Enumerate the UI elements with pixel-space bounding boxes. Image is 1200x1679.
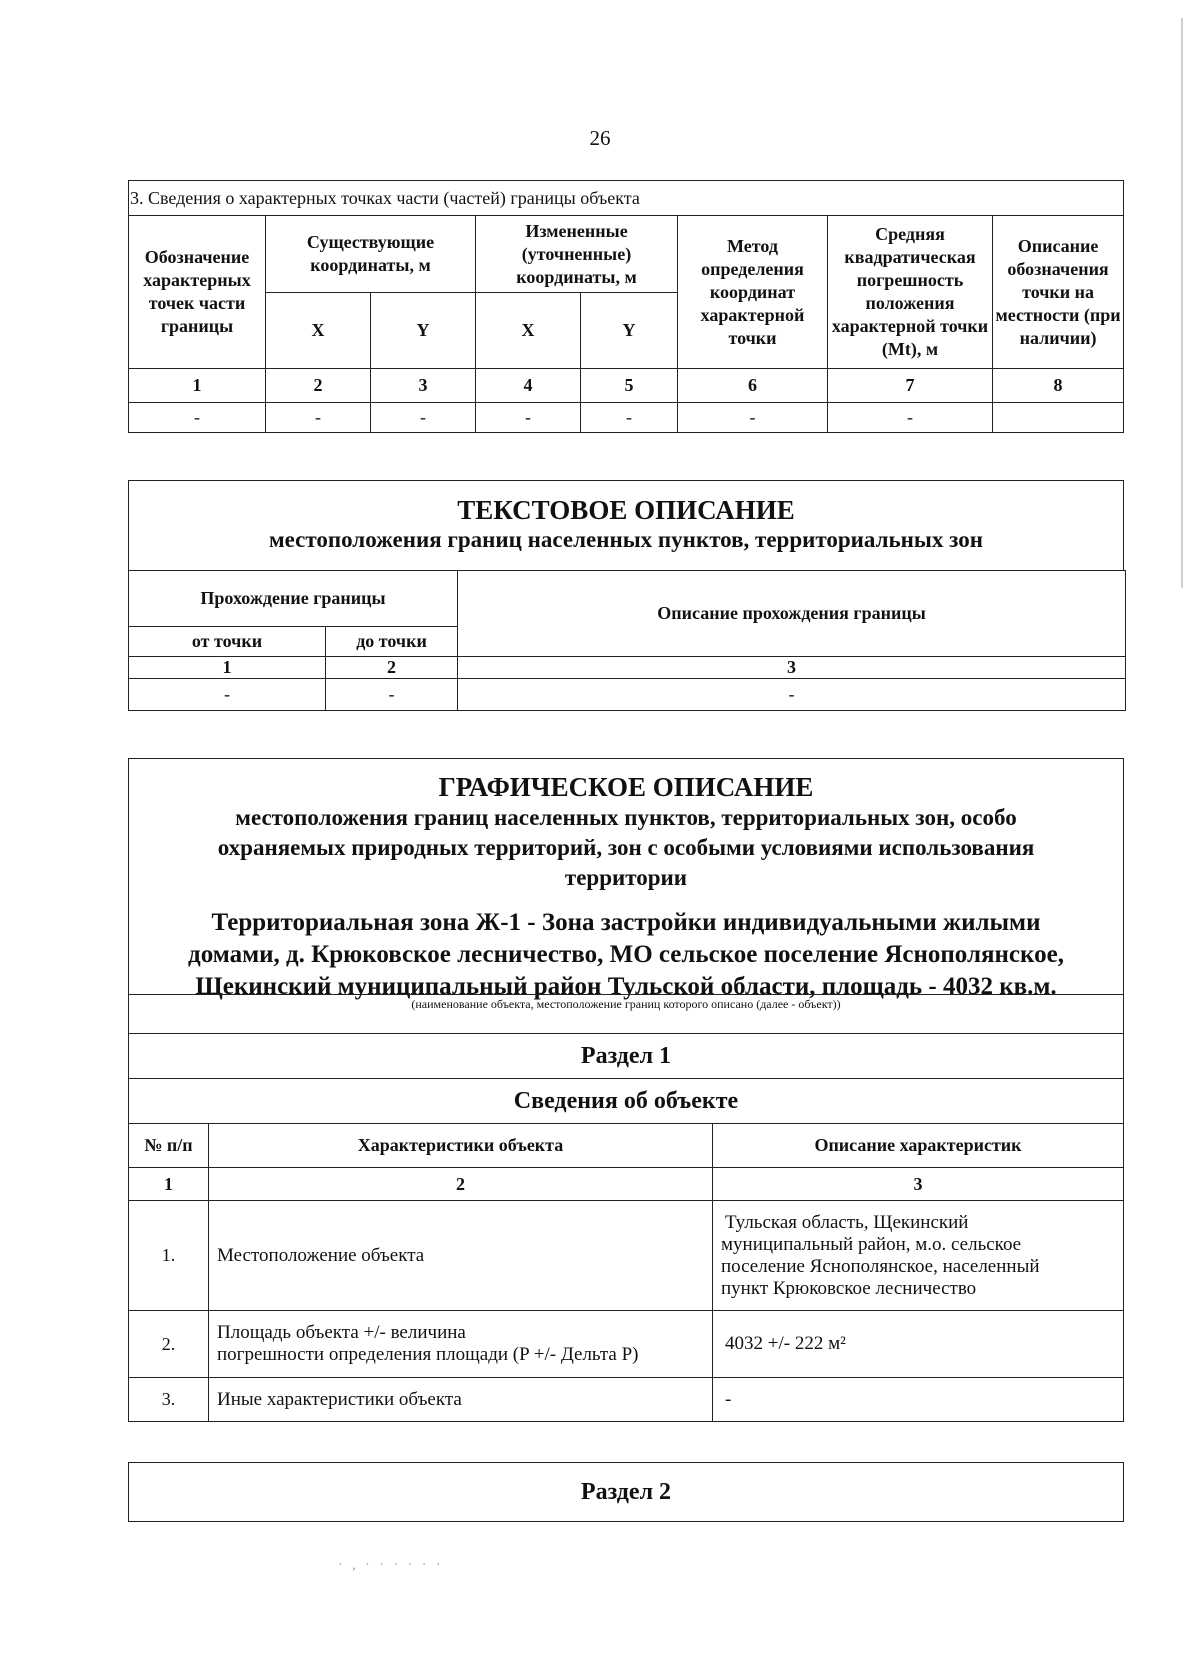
value-line: муниципальный район, м.о. сельское xyxy=(721,1233,1022,1255)
graphic-description-header xyxy=(128,758,1124,1000)
col-error: Средняя квадратическая погрешность положения характерной точки (Mt), м xyxy=(828,216,993,369)
column-number: 1 xyxy=(129,369,266,403)
table-cell: - xyxy=(581,403,678,433)
col-changed: Измененные (уточненные) координаты, м xyxy=(476,216,678,293)
graphic-description-subtitle-line: охраняемых природных территорий, зон с особыми условиями использования xyxy=(217,835,1035,860)
characteristic-name xyxy=(209,1311,713,1378)
col-characteristic-description: Описание характеристик xyxy=(713,1124,1124,1168)
col-passage-description: Описание прохождения границы xyxy=(458,571,1126,657)
text-description-title: ТЕКСТОВОЕ ОПИСАНИЕ xyxy=(457,495,795,525)
section-2-box xyxy=(128,1462,1124,1522)
col-description: Описание обозначения точки на местности (при наличии) xyxy=(993,216,1124,369)
col-from-point: от точки xyxy=(129,627,326,657)
page-number: 26 xyxy=(589,126,611,150)
column-number: 1 xyxy=(129,1168,209,1201)
col-x-changed: X xyxy=(476,293,581,369)
col-to-point: до точки xyxy=(326,627,458,657)
column-number: 3 xyxy=(371,369,476,403)
characteristic-name: Местоположение объекта xyxy=(209,1201,713,1311)
column-number: 6 xyxy=(678,369,828,403)
column-number: 4 xyxy=(476,369,581,403)
section-2-heading: Раздел 2 xyxy=(580,1479,672,1505)
points-table-caption: 3. Сведения о характерных точках части (частей) границы объекта xyxy=(129,181,1124,216)
col-y-changed: Y xyxy=(581,293,678,369)
zone-name-line: Территориальная зона Ж-1 - Зона застройки индивидуальными жилыми xyxy=(211,909,1041,936)
characteristic-value: - xyxy=(713,1378,1124,1422)
col-designation: Обозначение характерных точек части границы xyxy=(129,216,266,369)
graphic-description-subtitle-line: местоположения границ населенных пунктов, территориальных зон, особо xyxy=(235,805,1017,830)
table-cell xyxy=(993,403,1124,433)
table-cell: - xyxy=(476,403,581,433)
characteristic-name: Иные характеристики объекта xyxy=(209,1378,713,1422)
table-cell: - xyxy=(678,403,828,433)
column-number: 2 xyxy=(209,1168,713,1201)
column-number: 3 xyxy=(458,657,1126,679)
row-index: 2. xyxy=(129,1311,209,1378)
graphic-description-title: ГРАФИЧЕСКОЕ ОПИСАНИЕ xyxy=(438,772,814,802)
table-cell: - xyxy=(266,403,371,433)
col-passage: Прохождение границы xyxy=(129,571,458,627)
table-cell: - xyxy=(828,403,993,433)
boundary-passage-table xyxy=(128,570,1126,711)
object-note: (наименование объекта, местоположение границ которого описано (далее - объект)) xyxy=(129,995,1124,1034)
object-info-table xyxy=(128,994,1124,1422)
table-cell: - xyxy=(458,679,1126,711)
column-number: 2 xyxy=(266,369,371,403)
name-line: Площадь объекта +/- величина xyxy=(217,1322,466,1343)
scan-edge-line xyxy=(1181,18,1183,588)
characteristic-value: 4032 +/- 222 м² xyxy=(713,1311,1124,1378)
text-description-header xyxy=(128,480,1124,570)
column-number: 3 xyxy=(713,1168,1124,1201)
col-y-existing: Y xyxy=(371,293,476,369)
table-cell: - xyxy=(326,679,458,711)
column-number: 8 xyxy=(993,369,1124,403)
col-characteristic: Характеристики объекта xyxy=(209,1124,713,1168)
points-table xyxy=(128,180,1124,433)
text-description-subtitle: местоположения границ населенных пунктов, территориальных зон xyxy=(269,527,983,552)
column-number: 1 xyxy=(129,657,326,679)
value-line: поселение Яснополянское, населенный xyxy=(721,1255,1040,1277)
col-method: Метод определения координат характерной точки xyxy=(678,216,828,369)
column-number: 2 xyxy=(326,657,458,679)
zone-name-line: домами, д. Крюковское лесничество, МО сельское поселение Яснополянское, xyxy=(188,941,1064,968)
name-line: погрешности определения площади (P +/- Дельта P) xyxy=(217,1344,639,1365)
value-line: Тульская область, Щекинский xyxy=(725,1211,969,1233)
section-1-title: Сведения об объекте xyxy=(129,1079,1124,1124)
row-index: 1. xyxy=(129,1201,209,1311)
row-index: 3. xyxy=(129,1378,209,1422)
scan-artifact: · , · · · · · · xyxy=(338,1558,444,1573)
col-index: № п/п xyxy=(129,1124,209,1168)
table-cell: - xyxy=(129,679,326,711)
col-x-existing: X xyxy=(266,293,371,369)
col-existing: Существующие координаты, м xyxy=(266,216,476,293)
table-cell: - xyxy=(371,403,476,433)
value-line: пункт Крюковское лесничество xyxy=(721,1277,977,1299)
column-number: 5 xyxy=(581,369,678,403)
column-number: 7 xyxy=(828,369,993,403)
characteristic-value xyxy=(713,1201,1124,1311)
graphic-description-subtitle-line: территории xyxy=(564,865,688,890)
section-1-heading: Раздел 1 xyxy=(129,1034,1124,1079)
table-cell: - xyxy=(129,403,266,433)
zone-name-line: Щекинский муниципальный район Тульской области, площадь - 4032 кв.м. xyxy=(195,973,1057,1000)
